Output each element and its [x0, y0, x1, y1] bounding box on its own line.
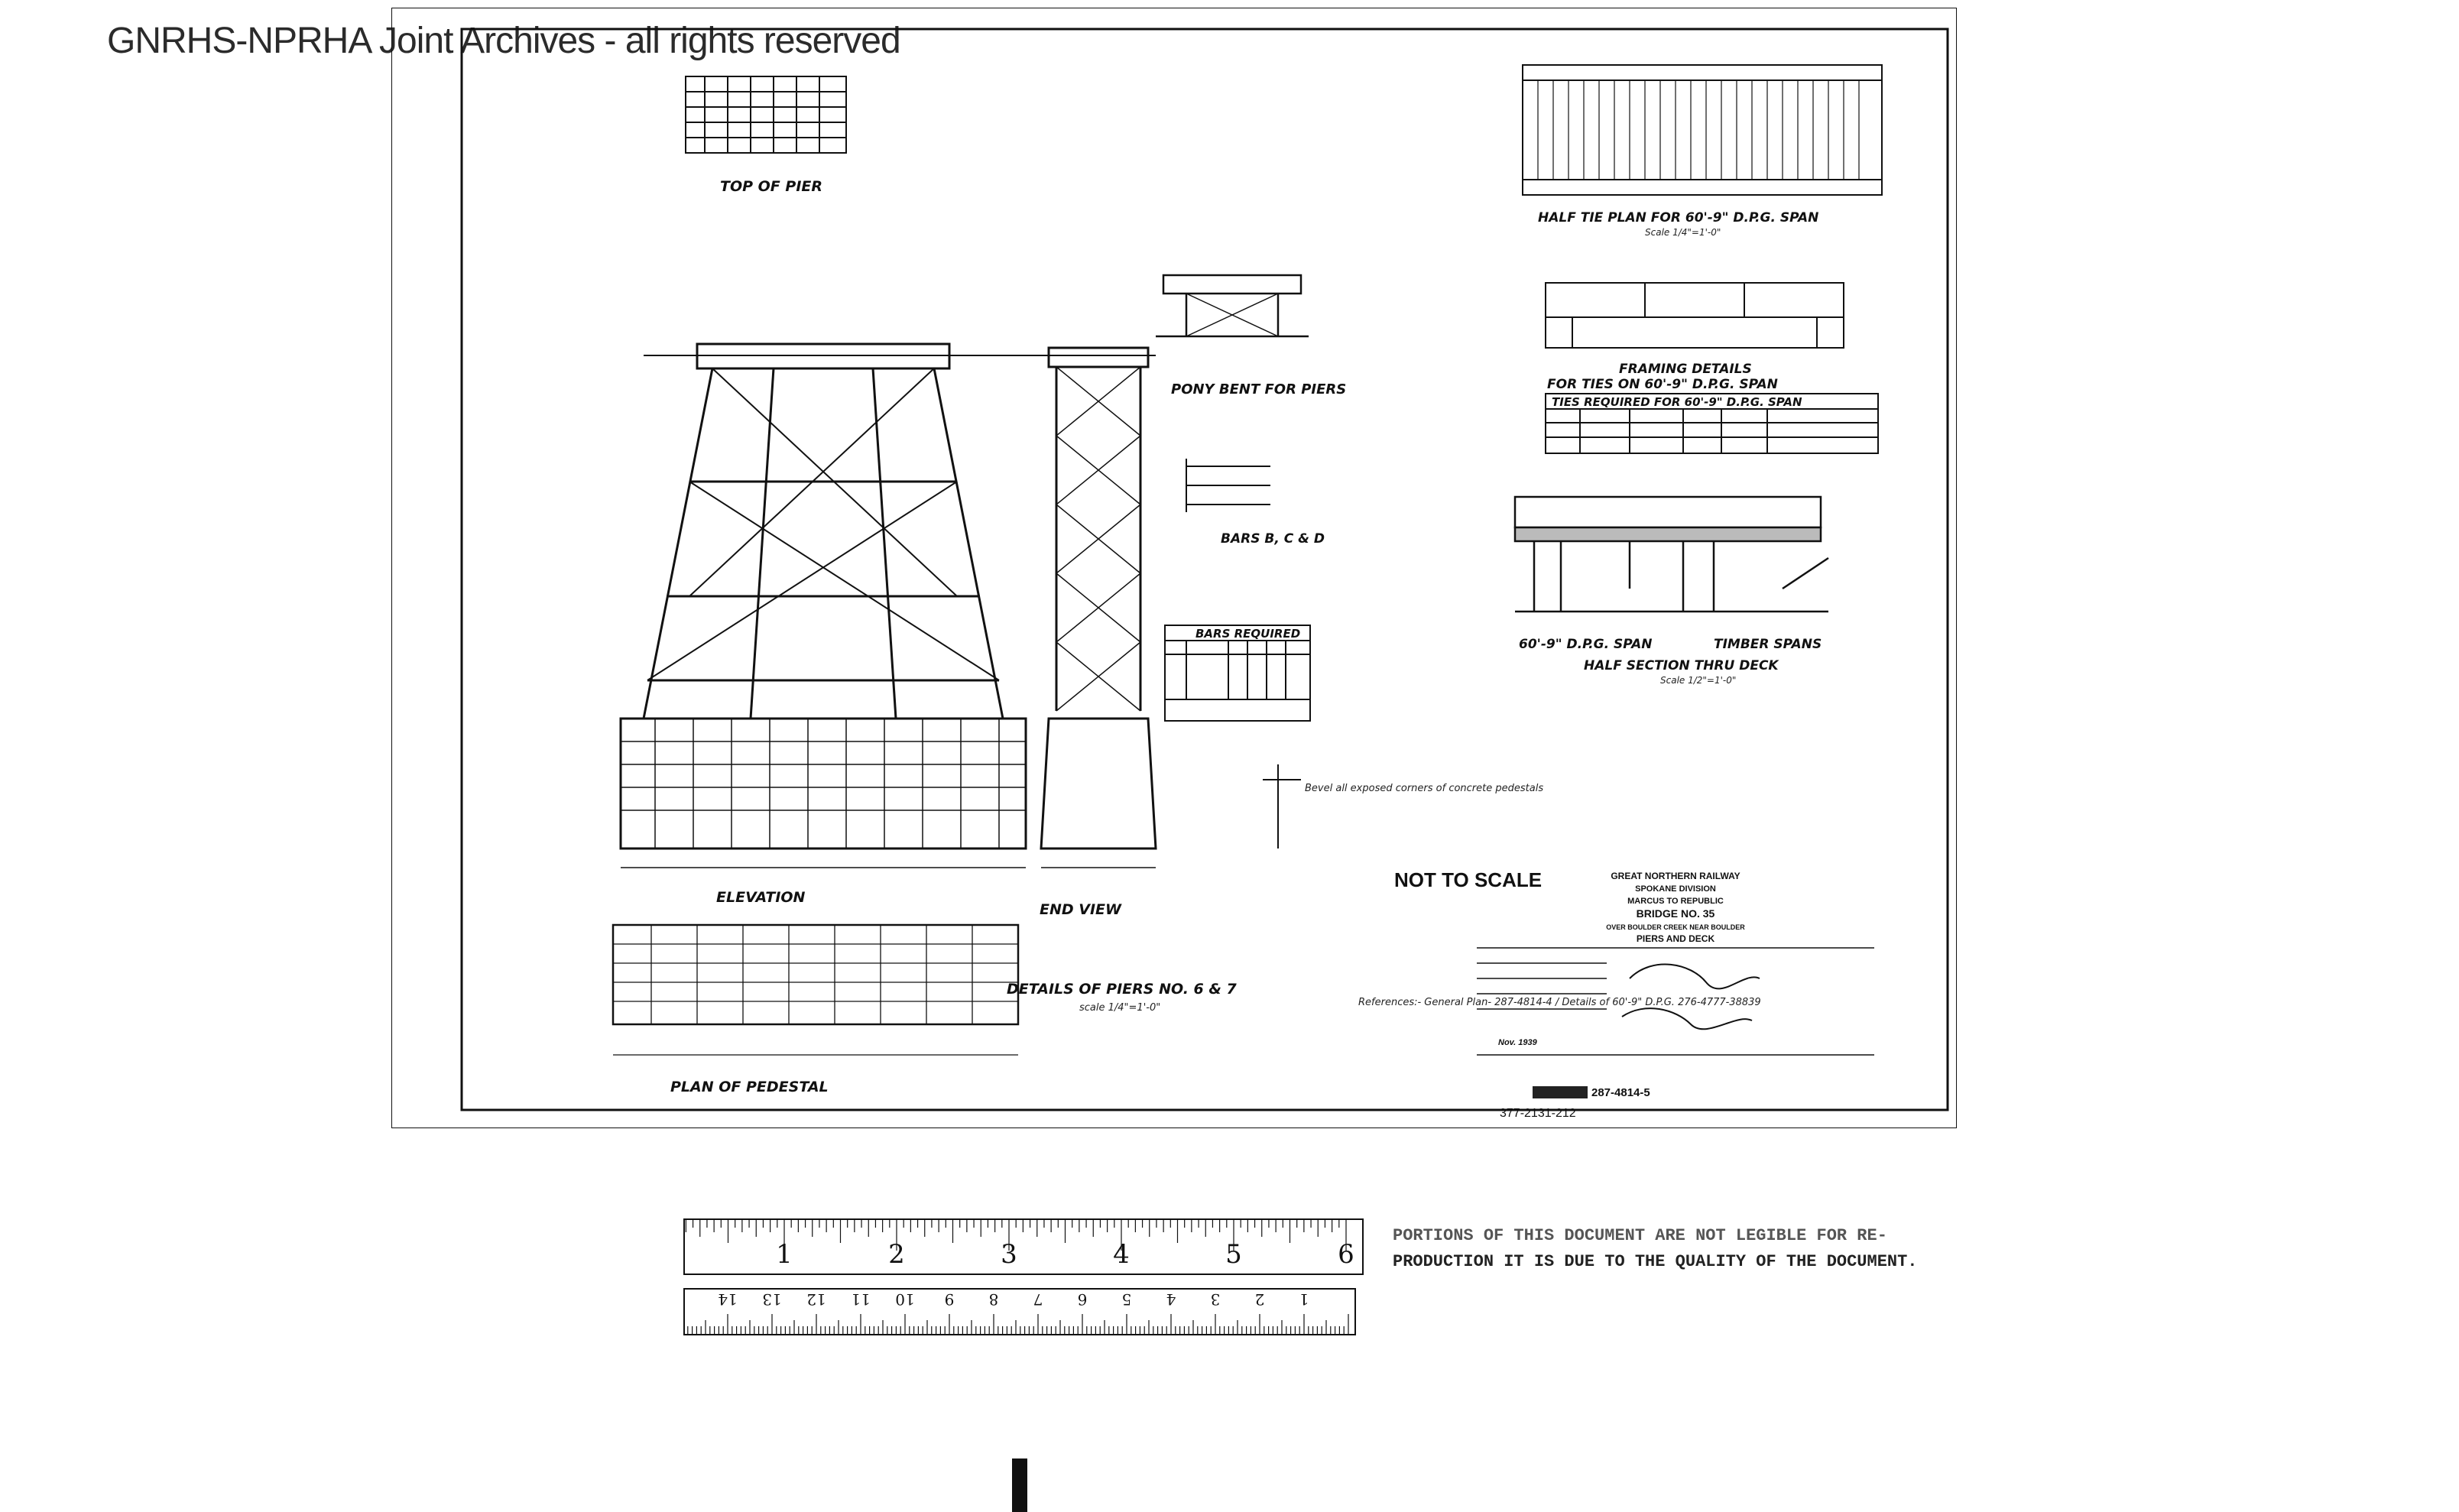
- route-name: MARCUS TO REPUBLIC: [1627, 897, 1724, 906]
- half-section-title: HALF SECTION THRU DECK: [1584, 658, 1779, 673]
- cm-label: 10: [895, 1290, 915, 1309]
- cm-label: 7: [1033, 1290, 1043, 1309]
- inch-label-3: 3: [1001, 1239, 1017, 1270]
- signature-2: [1622, 1008, 1752, 1029]
- bevel-detail: [1263, 764, 1301, 848]
- end-view: [1041, 348, 1156, 868]
- cm-label: 11: [851, 1290, 871, 1309]
- date-redaction: [1533, 1086, 1588, 1098]
- scan-registration-mark: [1012, 1458, 1027, 1512]
- cm-label: 13: [762, 1290, 782, 1309]
- framing-details: [1546, 283, 1844, 348]
- drawing-outer-border: [391, 8, 1957, 1128]
- inch-label-6: 6: [1338, 1239, 1354, 1270]
- signature-1: [1630, 964, 1760, 988]
- top-of-pier-view: [686, 76, 846, 153]
- pony-bent: [1156, 275, 1309, 336]
- drawing-subject: PIERS AND DECK: [1636, 933, 1715, 944]
- bars-bcd-title: BARS B, C & D: [1221, 531, 1325, 547]
- details-of-piers-scale: scale 1/4"=1'-0": [1079, 1002, 1161, 1014]
- cm-label: 1: [1299, 1290, 1309, 1309]
- cm-label: 6: [1077, 1290, 1088, 1309]
- inch-label-2: 2: [888, 1239, 905, 1270]
- plan-of-pedestal-title: PLAN OF PEDESTAL: [670, 1079, 829, 1095]
- ties-required-title: TIES REQUIRED FOR 60'-9" D.P.G. SPAN: [1552, 395, 1802, 409]
- elevation-title: ELEVATION: [716, 889, 806, 906]
- title-block: [1498, 871, 1745, 1047]
- inch-ruler: [683, 1218, 1364, 1275]
- details-of-piers-title: DETAILS OF PIERS NO. 6 & 7: [1007, 981, 1237, 998]
- cm-label: 9: [944, 1290, 955, 1309]
- plan-of-pedestal: [613, 925, 1018, 1055]
- pier-elevation: [621, 344, 1156, 868]
- inch-label-1: 1: [776, 1239, 793, 1270]
- framing-details-title-1: FRAMING DETAILS: [1619, 362, 1752, 377]
- pony-bent-title: PONY BENT FOR PIERS: [1171, 381, 1347, 397]
- drawing-date: Nov. 1939: [1498, 1038, 1537, 1047]
- railway-name: GREAT NORTHERN RAILWAY: [1611, 871, 1740, 881]
- framing-details-title-2: FOR TIES ON 60'-9" D.P.G. SPAN: [1547, 377, 1778, 392]
- bars-diagram: [1186, 459, 1270, 512]
- cm-label: 4: [1166, 1290, 1176, 1309]
- cm-label: 3: [1210, 1290, 1221, 1309]
- half-section-scale: Scale 1/2"=1'-0": [1660, 675, 1737, 686]
- division-name: SPOKANE DIVISION: [1635, 884, 1716, 894]
- cm-label: 8: [988, 1290, 999, 1309]
- inch-label-4: 4: [1113, 1239, 1130, 1270]
- span-label-timber: TIMBER SPANS: [1714, 637, 1822, 652]
- engineering-drawing: [391, 8, 1957, 1128]
- half-tie-plan-scale: Scale 1/4"=1'-0": [1645, 227, 1721, 238]
- notice-line-1: PORTIONS OF THIS DOCUMENT ARE NOT LEGIBLE FOR RE-: [1393, 1226, 1887, 1245]
- reference-number: 377-2131-212: [1500, 1107, 1576, 1120]
- half-tie-plan: [1523, 65, 1882, 195]
- drawing-number: 287-4814-5: [1591, 1086, 1650, 1099]
- cm-label: 5: [1121, 1290, 1132, 1309]
- top-of-pier-title: TOP OF PIER: [720, 178, 823, 195]
- bridge-number: BRIDGE NO. 35: [1636, 907, 1715, 920]
- bridge-location: OVER BOULDER CREEK NEAR BOULDER: [1606, 923, 1745, 931]
- half-section-thru-deck: [1515, 497, 1828, 612]
- notice-line-2: PRODUCTION IT IS DUE TO THE QUALITY OF THE DOCUMENT.: [1393, 1252, 1918, 1271]
- references-note: References:- General Plan- 287-4814-4 / Details of 60'-9" D.P.G. 276-4777-38839: [1358, 997, 1761, 1008]
- half-tie-plan-title: HALF TIE PLAN FOR 60'-9" D.P.G. SPAN: [1538, 210, 1819, 226]
- inch-label-5: 5: [1225, 1239, 1242, 1270]
- cm-label: 12: [806, 1290, 826, 1309]
- bevel-note: Bevel all exposed corners of concrete pedestals: [1305, 783, 1544, 794]
- legibility-notice: [1385, 1218, 2027, 1281]
- cm-label: 2: [1254, 1290, 1265, 1309]
- cm-label: 14: [718, 1290, 738, 1309]
- not-to-scale-stamp: NOT TO SCALE: [1394, 868, 1543, 891]
- bars-required-title: BARS REQUIRED: [1195, 627, 1301, 641]
- archive-watermark: GNRHS-NPRHA Joint Archives - all rights reserved: [107, 21, 900, 61]
- end-view-title: END VIEW: [1040, 901, 1121, 918]
- cm-ruler: [683, 1288, 1356, 1335]
- span-label-dpg: 60'-9" D.P.G. SPAN: [1519, 637, 1653, 652]
